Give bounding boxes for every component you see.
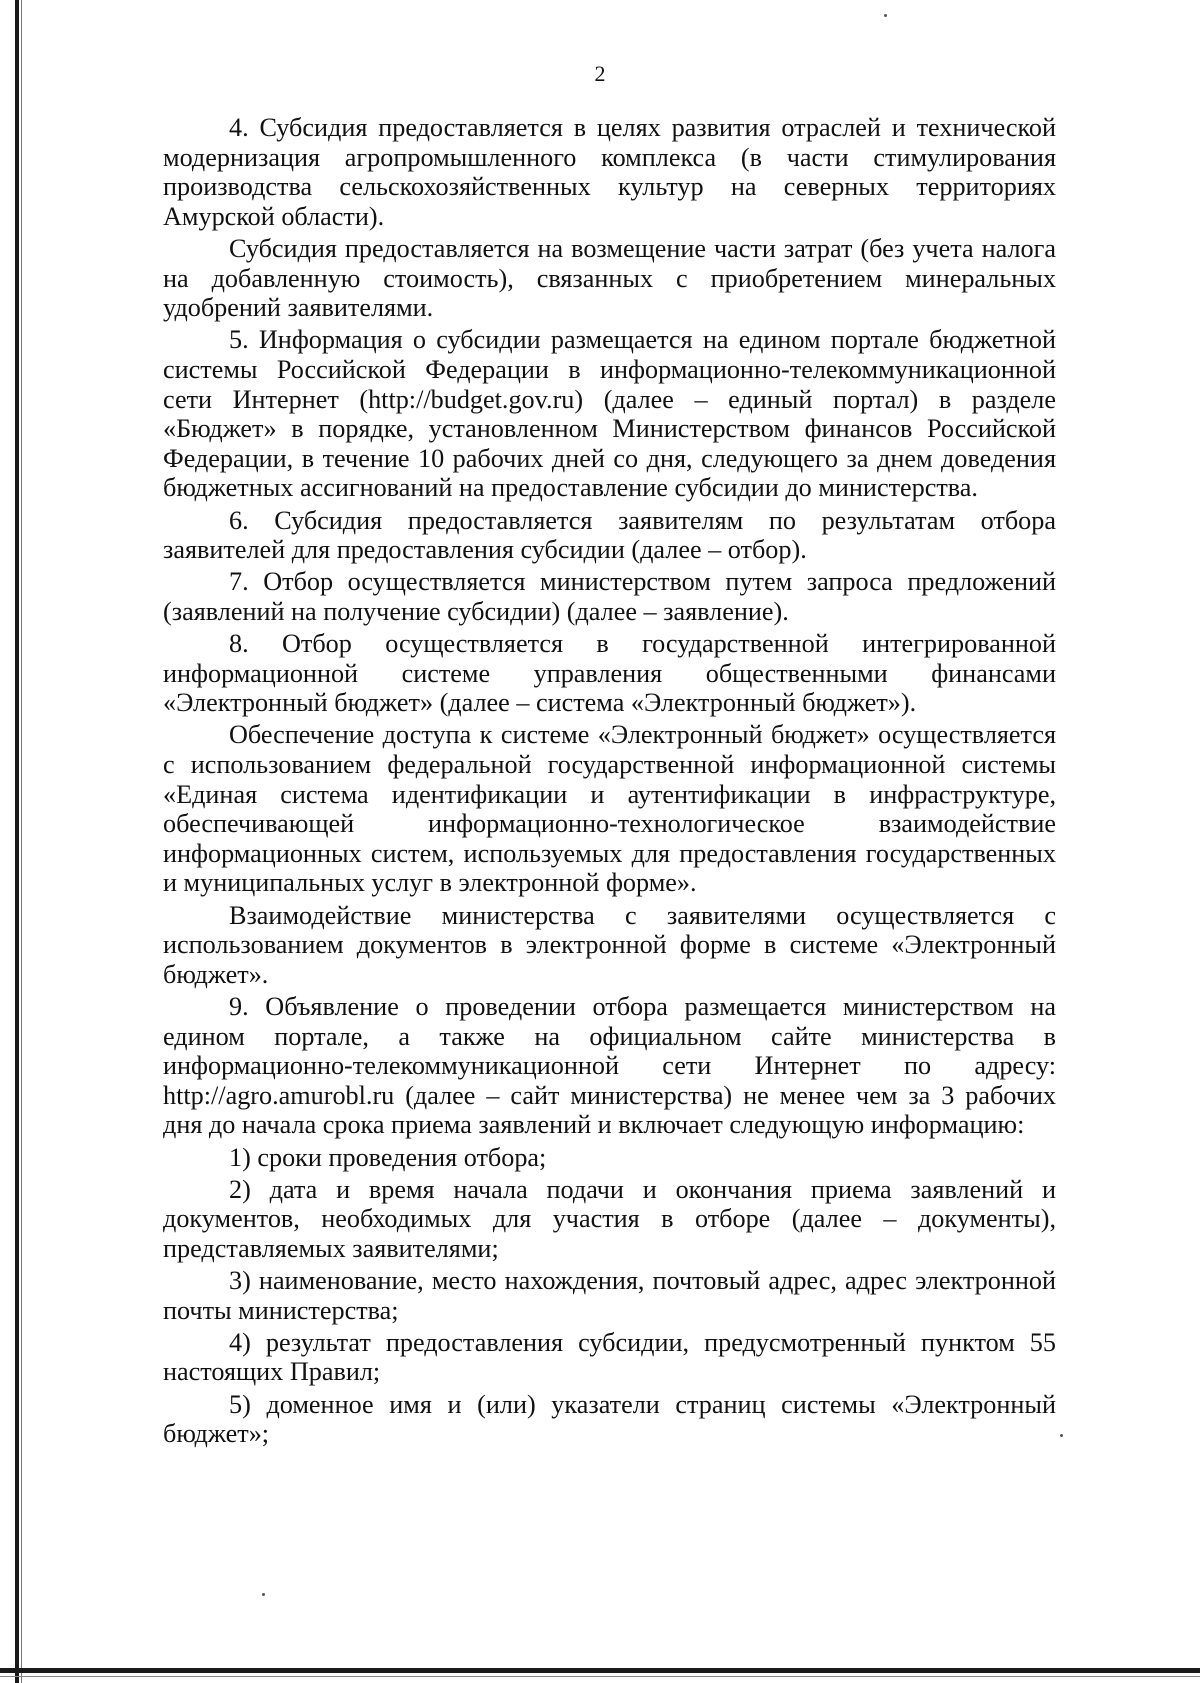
page-number: 2 bbox=[594, 61, 606, 86]
paragraph: 6. Субсидия предоставляется заявителям по результатам отбора заявителей для предоставления субсидии (далее – отбор). bbox=[163, 505, 1056, 565]
paragraph: Субсидия предоставляется на возмещение части затрат (без учета налога на добавленную стоимость), связанных с приобретением минеральных удобрений заявителями. bbox=[163, 233, 1056, 323]
scan-edge-bottom-shadow bbox=[0, 1676, 1200, 1677]
scan-edge-left-shadow bbox=[21, 0, 22, 1683]
scan-edge-left bbox=[15, 0, 19, 1683]
paragraph: Взаимодействие министерства с заявителями осуществляется с использованием документов в электронной форме в системе «Электронный бюджет». bbox=[163, 900, 1056, 989]
scan-speck bbox=[1060, 1434, 1063, 1437]
list-item: 2) дата и время начала подачи и окончания приема заявлений и документов, необходимых для участия в отборе (далее – документы), представляемых заявителями; bbox=[163, 1174, 1056, 1263]
scan-edge-bottom bbox=[0, 1668, 1200, 1673]
list-item: 1) сроки проведения отбора; bbox=[229, 1142, 547, 1172]
paragraph: 5. Информация о субсидии размещается на едином портале бюджетной системы Российской Федерации в информационно-телекоммуникационной сети Интернет (http://budget.gov.ru) (далее – единый портал) в разделе «Бюджет» в порядке, установленном Министерством финансов Российской Федерации, в течение 10 рабочих дней со дня, следующего за днем доведения бюджетных ассигнований на предоставление субсидии до министерства. bbox=[163, 325, 1056, 503]
paragraph: 9. Объявление о проведении отбора размещается министерством на едином портале, а также на официальном сайте министерства в информационно-телекоммуникационной сети Интернет по адресу: http://agro.amurobl.ru (далее – сайт министерства) не менее чем за 3 рабочих дня до начала срока приема заявлений и включает следующую информацию: bbox=[163, 991, 1056, 1140]
paragraph: Обеспечение доступа к системе «Электронный бюджет» осуществляется с использованием федеральной государственной информационной системы «Единая система идентификации и аутентификации в инфраструктуре, обеспечивающей информационно-технологическое взаимодействие информационных систем, используемых для предоставления государственных и муниципальных услуг в электронной форме». bbox=[163, 720, 1056, 898]
paragraph: 4. Субсидия предоставляется в целях развития отраслей и технической модернизация агропромышленного комплекса (в части стимулирования производства сельскохозяйственных культур на северных территориях Амурской области). bbox=[163, 113, 1056, 231]
scan-speck bbox=[262, 1593, 265, 1596]
list-item: 3) наименование, место нахождения, почтовый адрес, адрес электронной почты министерства; bbox=[163, 1266, 1056, 1325]
list-item: 5) доменное имя и (или) указатели страниц системы «Электронный бюджет»; bbox=[163, 1389, 1056, 1449]
list-item: 4) результат предоставления субсидии, предусмотренный пунктом 55 настоящих Правил; bbox=[163, 1327, 1056, 1387]
paragraph: 8. Отбор осуществляется в государственной интегрированной информационной системе управления общественными финансами «Электронный бюджет» (далее – система «Электронный бюджет»). bbox=[163, 629, 1056, 718]
paragraph: 7. Отбор осуществляется министерством путем запроса предложений (заявлений на получение субсидии) (далее – заявление). bbox=[163, 567, 1056, 626]
scan-speck bbox=[884, 14, 887, 17]
document-body bbox=[163, 113, 1056, 1451]
